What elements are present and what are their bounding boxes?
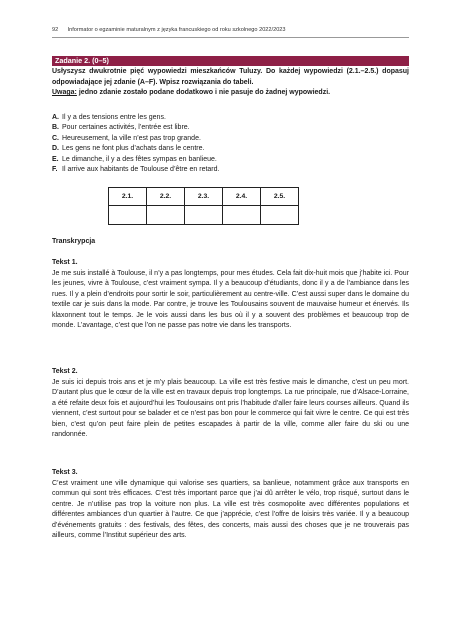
option-item — [52, 123, 409, 133]
text-body: Je suis ici depuis trois ans et je m’y plais beaucoup. La ville est très festive mais le dimanche, c’est un peu mort. D’autant plus que le cœur de la ville est en travaux depuis trop longtemps. La rue principale, rue d’Alsace-Lorraine, a été refaite deux fois et aujourd’hui les Toulousains ont pris l’habitude d’aller faire leurs courses ailleurs. Quand ils viennent, c’est surtout pour se balader et ce n’est pas bon pour le commerce qui fait vivre le centre. Ce qui est très bien, c’est qu’on peut faire plein de petites escapades à partir de la ville, comme aller faire du ski ou une randonnée. — [52, 378, 409, 438]
option-letter: C. — [52, 134, 59, 142]
text-title: Tekst 2. — [52, 368, 78, 375]
transcript-text-2 — [52, 367, 409, 441]
answer-table — [108, 187, 299, 225]
option-list — [52, 113, 409, 175]
option-letter: D. — [52, 145, 59, 153]
transcript-heading: Transkrypcja — [52, 238, 96, 245]
page-number: 92 — [52, 27, 59, 33]
answer-cell-2-5[interactable] — [261, 206, 299, 225]
answer-cell-2-3[interactable] — [185, 206, 223, 225]
text-title: Tekst 3. — [52, 469, 78, 476]
answer-table-header-row — [109, 188, 299, 206]
transcript-text-1 — [52, 258, 409, 332]
option-item — [52, 134, 409, 144]
option-letter: E. — [52, 155, 59, 163]
option-text: Il y a des tensions entre les gens. — [62, 114, 166, 121]
answer-cell-2-2[interactable] — [147, 206, 185, 225]
answer-header-cell: 2.4. — [223, 188, 261, 206]
option-letter: B. — [52, 124, 59, 132]
instruction-text: Usłyszysz dwukrotnie pięć wypowiedzi mieszkańców Tuluzy. Do każdej wypowiedzi (2.1.–2.5.) dopasuj odpowiadające jej zdanie (A–F). Wpisz rozwiązania do tabeli. — [52, 68, 409, 86]
option-item — [52, 165, 409, 175]
page-header — [52, 27, 412, 33]
text-body: Je me suis installé à Toulouse, il n’y a pas longtemps, pour mes études. Cela fait dix-huit mois que j’habite ici. Pour les jeunes, vivre à Toulouse, c’est vraiment sympa. Il y a beaucoup d’étudiants, donc il y a de l’ambiance dans les rues. Il y a plein d’endroits pour sortir le soir, particulièrement au centre-ville. C’est aussi super dans le domaine du textile car je suis dans la mode. Par contre, je trouve les Toulousains souvent de mauvaise humeur et énervés. Ils klaxonnent tout le temps. Je le vois aussi dans les bus où il y a souvent des problèmes et beaucoup trop de monde. L’avantage, c’est que l’on ne passe pas notre vie dans les transports. — [52, 269, 409, 329]
transcript-text-3 — [52, 468, 409, 542]
option-letter: A. — [52, 114, 59, 121]
text-body: C’est vraiment une ville dynamique qui valorise ses quartiers, sa banlieue, notamment grâce aux transports en commun qui sont très efficaces. C’est très important parce que j’ai dû arrêter le vélo, trop risqué, surtout dans le centre. Je n’utilise pas trop la voiture non plus. La ville est très cosmopolite avec différentes populations et différentes ambiances d’un quartier à l’autre. Ce que j’apprécie, c’est l’offre de loisirs très variée. Il y a beaucoup d’événements gratuits : des festivals, des fêtes, des concerts, mais aussi des choses que je ne trouverais pas ailleurs, comme l’Institut supérieur des arts. — [52, 479, 409, 539]
answer-header-cell: 2.2. — [147, 188, 185, 206]
answer-cell-2-4[interactable] — [223, 206, 261, 225]
text-title: Tekst 1. — [52, 259, 78, 266]
option-item — [52, 144, 409, 154]
task-instruction — [52, 67, 409, 99]
option-item — [52, 113, 409, 123]
answer-header-cell: 2.3. — [185, 188, 223, 206]
option-letter: F. — [52, 166, 58, 174]
answer-header-cell: 2.5. — [261, 188, 299, 206]
option-text: Il arrive aux habitants de Toulouse d’être en retard. — [62, 166, 220, 174]
option-item — [52, 155, 409, 165]
option-text: Heureusement, la ville n’est pas trop grande. — [62, 134, 201, 142]
answer-cell-2-1[interactable] — [109, 206, 147, 225]
task-title: Zadanie 2. (0–5) — [52, 56, 409, 66]
option-text: Pour certaines activités, l’entrée est libre. — [62, 124, 190, 132]
note-text: jedno zdanie zostało podane dodatkowo i nie pasuje do żadnej wypowiedzi. — [76, 89, 331, 96]
option-text: Le dimanche, il y a des fêtes sympas en banlieue. — [62, 155, 217, 163]
note-label: Uwaga: — [52, 89, 77, 96]
answer-header-cell: 2.1. — [109, 188, 147, 206]
running-title: Informator o egzaminie maturalnym z języka francuskiego od roku szkolnego 2022/2023 — [67, 27, 286, 33]
answer-table-input-row — [109, 206, 299, 225]
option-text: Les gens ne font plus d’achats dans le centre. — [62, 145, 205, 153]
header-divider — [52, 37, 409, 38]
